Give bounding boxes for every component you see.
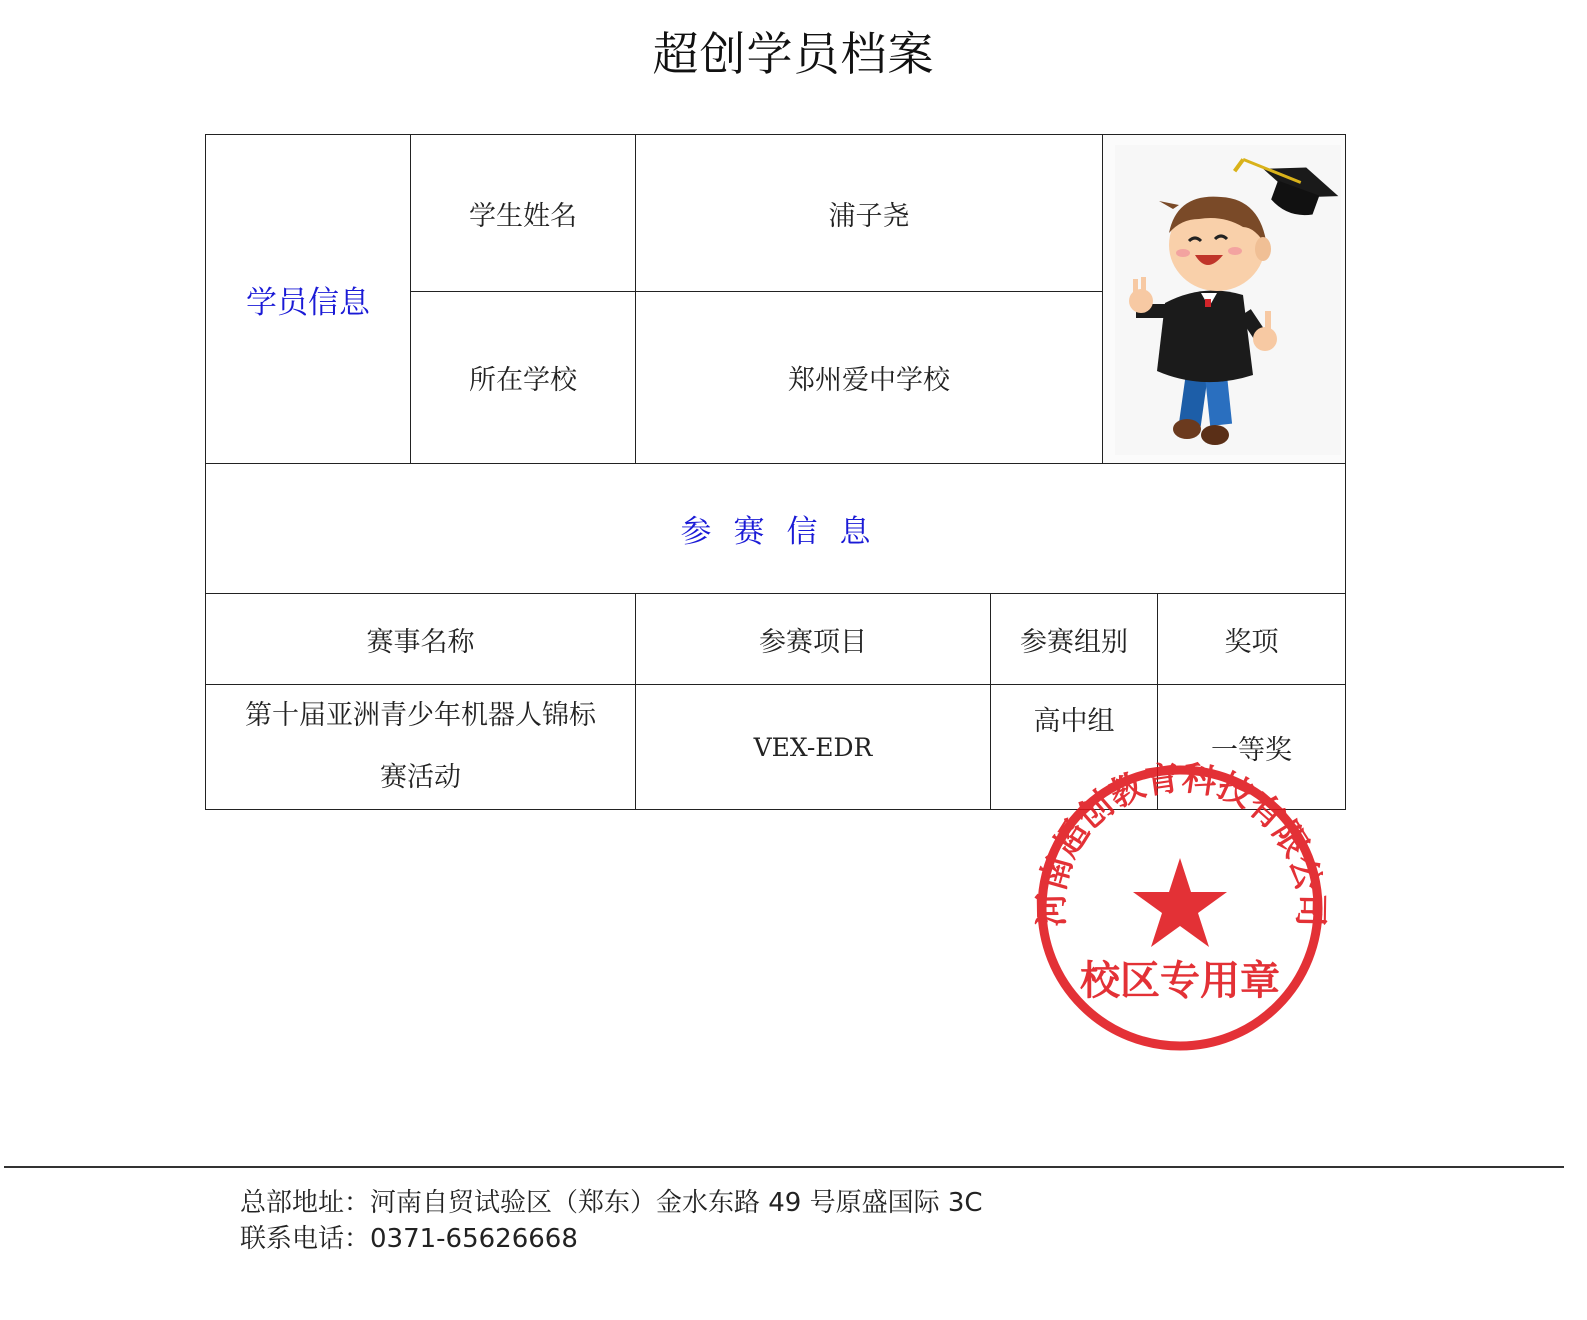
event-name-cell <box>206 685 636 810</box>
column-header-event: 赛事名称 <box>206 594 636 685</box>
student-name-label: 学生姓名 <box>411 135 636 292</box>
footer-phone: 联系电话：0371-65626668 <box>240 1224 578 1254</box>
student-name-value: 浦子尧 <box>636 135 1103 292</box>
student-school-value: 郑州爱中学校 <box>636 292 1103 464</box>
footer-divider <box>4 1166 1564 1168</box>
competition-header-row <box>206 594 1346 685</box>
student-name-row <box>206 135 1346 292</box>
column-header-award: 奖项 <box>1158 594 1346 685</box>
award-cell: 一等奖 <box>1158 685 1346 810</box>
seal-star-icon <box>1133 858 1227 947</box>
student-record-table <box>205 134 1346 810</box>
competition-heading-row <box>206 464 1346 594</box>
column-header-group: 参赛组别 <box>991 594 1158 685</box>
student-school-label: 所在学校 <box>411 292 636 464</box>
student-photo <box>1103 135 1346 464</box>
student-info-heading: 学员信息 <box>206 135 411 464</box>
official-seal-stamp <box>1030 758 1330 1058</box>
graduate-cartoon-icon <box>1103 135 1343 463</box>
event-name-line2: 赛活动 <box>380 762 461 793</box>
seal-bottom-text: 校区专用章 <box>1080 958 1280 1004</box>
seal-top-text: 河南超创教育科技有限公司 <box>1031 758 1330 928</box>
event-name-line1: 第十届亚洲青少年机器人锦标 <box>245 700 596 731</box>
footer-address: 总部地址：河南自贸试验区（郑东）金水东路 49 号原盛国际 3C <box>240 1188 983 1218</box>
competition-info-heading: 参赛信息 <box>206 464 1346 594</box>
group-cell: 高中组 <box>991 685 1158 810</box>
project-cell: VEX-EDR <box>636 685 991 810</box>
document-title: 超创学员档案 <box>652 27 935 81</box>
column-header-project: 参赛项目 <box>636 594 991 685</box>
